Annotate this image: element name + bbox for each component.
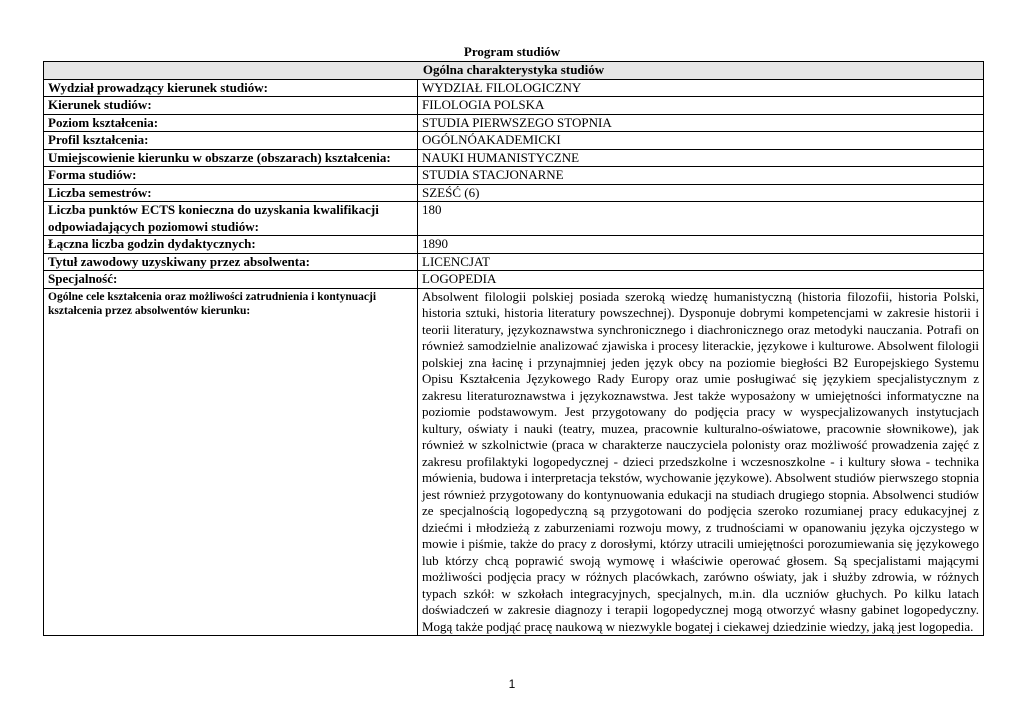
row-label: Tytuł zawodowy uzyskiwany przez absolwenta:	[44, 253, 418, 271]
table-row	[44, 184, 984, 202]
row-label: Wydział prowadzący kierunek studiów:	[44, 79, 418, 97]
goals-description: Absolwent filologii polskiej posiada szeroką wiedzę humanistyczną (historia filozofii, historia Polski, historia sztuki, historia literatury powszechnej). Dysponuje dobrymi kompetencjami w zakresie historii i teorii literatury, językoznawstwa synchronicznego i diachronicznego oraz metodyki nauczania. Potrafi on również samodzielnie analizować zjawiska i procesy literackie, językowe i kulturowe. Absolwent filologii polskiej zna łacinę i przynajmniej jeden język obcy na poziomie biegłości B2 Europejskiego Systemu Opisu Kształcenia Językowego Rady Europy oraz umie posługiwać się językiem specjalistycznym z zakresu literaturoznawstwa i językoznawstwa. Jest także wyposażony w umiejętności informatyczne na poziomie podstawowym. Jest przygotowany do podjęcia pracy w wyspecjalizowanych instytucjach kultury, oświaty i nauki (teatry, muzea, pracownie kulturalno-oświatowe, pracownie słownikowe), jak również w szkolnictwie (praca w charakterze nauczyciela polonisty oraz możliwość prowadzenia zajęć z zakresu profilaktyki logopedycznej - dzieci przedszkolne i wczesnoszkolne - i kultury słowa - technika mówienia, budowa i interpretacja tekstów, wychowanie językowe). Absolwent studiów pierwszego stopnia jest również przygotowany do kontynuowania edukacji na studiach drugiego stopnia. Absolwenci studiów ze specjalnością logopedyczną są przygotowani do podjęcia szeroko rozumianej pracy edukacyjnej z dziećmi i młodzieżą z zaburzeniami rozwoju mowy, z trudnościami w opanowaniu języka ojczystego w mowie i piśmie, także do pracy z dorosłymi, którzy utracili umiejętności porozumiewania się językowego lub którzy chcą poprawić swoją wymowę i właściwie operować głosem. Są specjalistami mającymi możliwości podjęcia pracy w różnych placówkach, zarówno oświaty, jak i służby zdrowia, w różnych typach szkół: w szkołach integracyjnych, specjalnych, m.in. dla uczniów głuchych. Po kilku latach doświadczeń w zakresie diagnozy i terapii logopedycznej mogą otworzyć własny gabinet logopedyczny. Mogą także podjąć pracę naukową w niezwykle bogatej i ciekawej dziedzinie wiedzy, jaką jest logopedia.	[418, 288, 984, 636]
table-row	[44, 97, 984, 115]
row-value: STUDIA PIERWSZEGO STOPNIA	[418, 114, 984, 132]
table-row	[44, 149, 984, 167]
row-label: Forma studiów:	[44, 167, 418, 185]
document-title: Program studiów	[463, 44, 561, 59]
row-value: 180	[418, 202, 984, 236]
row-label: Liczba punktów ECTS konieczna do uzyskania kwalifikacji odpowiadających poziomowi studiów:	[44, 202, 418, 236]
row-label: Łączna liczba godzin dydaktycznych:	[44, 236, 418, 254]
table-row	[44, 271, 984, 289]
row-value: WYDZIAŁ FILOLOGICZNY	[418, 79, 984, 97]
table-row	[44, 132, 984, 150]
table-row	[44, 253, 984, 271]
row-value: SZEŚĆ (6)	[418, 184, 984, 202]
row-value: FILOLOGIA POLSKA	[418, 97, 984, 115]
goals-label: Ogólne cele kształcenia oraz możliwości zatrudnienia i kontynuacji kształcenia przez absolwentów kierunku:	[44, 288, 418, 636]
row-label: Liczba semestrów:	[44, 184, 418, 202]
table-row	[44, 114, 984, 132]
table-row	[44, 202, 984, 236]
goals-row	[44, 288, 984, 636]
row-value: OGÓLNÓAKADEMICKI	[418, 132, 984, 150]
table-row	[44, 79, 984, 97]
row-label: Kierunek studiów:	[44, 97, 418, 115]
program-table	[43, 61, 984, 636]
page-number: 1	[508, 677, 516, 691]
section-header: Ogólna charakterystyka studiów	[44, 62, 984, 80]
table-row	[44, 167, 984, 185]
row-label: Poziom kształcenia:	[44, 114, 418, 132]
row-label: Profil kształcenia:	[44, 132, 418, 150]
row-value: LOGOPEDIA	[418, 271, 984, 289]
row-value: LICENCJAT	[418, 253, 984, 271]
table-row	[44, 236, 984, 254]
row-value: NAUKI HUMANISTYCZNE	[418, 149, 984, 167]
row-value: STUDIA STACJONARNE	[418, 167, 984, 185]
row-value: 1890	[418, 236, 984, 254]
section-header-row	[44, 62, 984, 80]
row-label: Specjalność:	[44, 271, 418, 289]
row-label: Umiejscowienie kierunku w obszarze (obszarach) kształcenia:	[44, 149, 418, 167]
